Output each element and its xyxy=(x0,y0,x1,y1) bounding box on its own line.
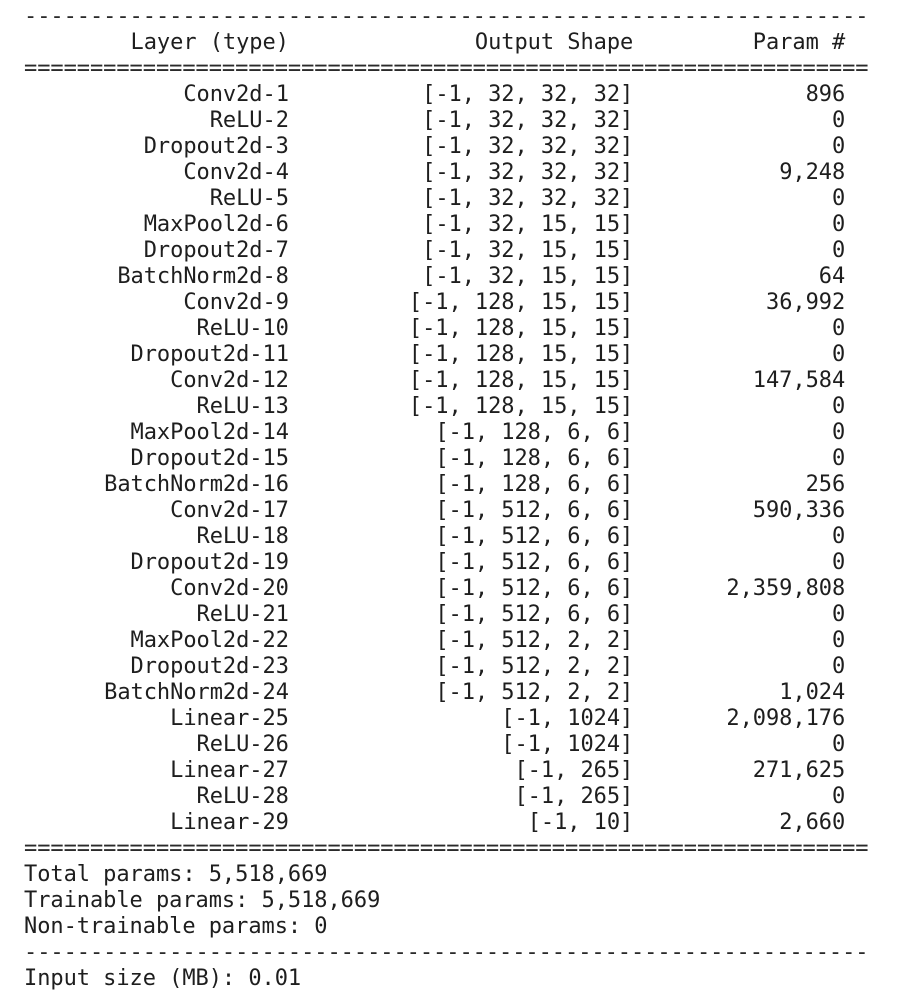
layer-name: Dropout2d-19 xyxy=(130,550,289,575)
param-count: 0 xyxy=(831,342,846,367)
table-row xyxy=(24,472,869,498)
table-row xyxy=(24,680,869,706)
param-count: 0 xyxy=(831,394,846,419)
output-shape: [-1, 512, 6, 6] xyxy=(435,550,634,575)
layer-name: ReLU-26 xyxy=(196,732,289,757)
header-param-count: Param # xyxy=(752,30,846,55)
equals-separator: ================================================================ xyxy=(24,836,869,861)
param-count: 0 xyxy=(831,654,846,679)
table-row xyxy=(24,524,869,550)
output-shape: [-1, 265] xyxy=(514,784,634,809)
model-summary xyxy=(24,4,869,992)
param-count: 896 xyxy=(805,82,846,107)
layer-name: Dropout2d-23 xyxy=(130,654,289,679)
param-count: 36,992 xyxy=(766,290,846,315)
layer-name: Conv2d-1 xyxy=(183,82,289,107)
total-params: Total params: 5,518,669 xyxy=(24,862,328,887)
output-shape: [-1, 10] xyxy=(527,810,634,835)
table-row xyxy=(24,654,869,680)
layer-name: MaxPool2d-14 xyxy=(130,420,289,445)
param-count: 0 xyxy=(831,550,846,575)
header-layer-type: Layer (type) xyxy=(130,30,289,55)
output-shape: [-1, 512, 2, 2] xyxy=(435,654,634,679)
param-count: 590,336 xyxy=(752,498,846,523)
table-row xyxy=(24,264,869,290)
layer-name: Dropout2d-3 xyxy=(143,134,289,159)
output-shape: [-1, 32, 32, 32] xyxy=(422,134,634,159)
layer-name: ReLU-28 xyxy=(196,784,289,809)
table-row xyxy=(24,602,869,628)
output-shape: [-1, 128, 6, 6] xyxy=(435,472,634,497)
param-count: 9,248 xyxy=(779,160,846,185)
param-count: 0 xyxy=(831,316,846,341)
output-shape: [-1, 512, 6, 6] xyxy=(435,602,634,627)
output-shape: [-1, 128, 15, 15] xyxy=(408,342,634,367)
layer-name: Dropout2d-11 xyxy=(130,342,289,367)
output-shape: [-1, 512, 6, 6] xyxy=(435,576,634,601)
trainable-params: Trainable params: 5,518,669 xyxy=(24,888,381,913)
param-count: 64 xyxy=(818,264,846,289)
layer-name: Linear-29 xyxy=(170,810,289,835)
param-count: 256 xyxy=(805,472,846,497)
layer-name: Linear-25 xyxy=(170,706,289,731)
table-row xyxy=(24,784,869,810)
output-shape: [-1, 1024] xyxy=(501,732,634,757)
param-count: 271,625 xyxy=(752,758,846,783)
table-row xyxy=(24,368,869,394)
param-count: 0 xyxy=(831,108,846,133)
output-shape: [-1, 1024] xyxy=(501,706,634,731)
table-header xyxy=(24,30,869,56)
non-trainable-params: Non-trainable params: 0 xyxy=(24,914,328,939)
table-row xyxy=(24,290,869,316)
table-row xyxy=(24,82,869,108)
output-shape: [-1, 32, 15, 15] xyxy=(422,238,634,263)
table-row xyxy=(24,810,869,836)
output-shape: [-1, 512, 2, 2] xyxy=(435,628,634,653)
param-count: 0 xyxy=(831,238,846,263)
layer-name: Conv2d-4 xyxy=(183,160,289,185)
param-count: 0 xyxy=(831,134,846,159)
param-count: 2,359,808 xyxy=(726,576,846,601)
layer-name: Conv2d-9 xyxy=(183,290,289,315)
table-row xyxy=(24,446,869,472)
table-row xyxy=(24,498,869,524)
param-count: 1,024 xyxy=(779,680,846,705)
equals-separator: ================================================================ xyxy=(24,56,869,81)
param-count: 2,660 xyxy=(779,810,846,835)
table-row xyxy=(24,758,869,784)
output-shape: [-1, 32, 32, 32] xyxy=(422,108,634,133)
output-shape: [-1, 128, 15, 15] xyxy=(408,316,634,341)
param-count: 0 xyxy=(831,628,846,653)
dash-separator: ---------------------------------------------------------------- xyxy=(24,4,869,29)
table-row xyxy=(24,420,869,446)
output-shape: [-1, 128, 15, 15] xyxy=(408,290,634,315)
param-count: 0 xyxy=(831,446,846,471)
output-shape: [-1, 128, 6, 6] xyxy=(435,420,634,445)
layer-name: Conv2d-20 xyxy=(170,576,289,601)
table-row xyxy=(24,212,869,238)
layer-name: BatchNorm2d-24 xyxy=(104,680,289,705)
table-row xyxy=(24,316,869,342)
table-row xyxy=(24,394,869,420)
layer-name: ReLU-10 xyxy=(196,316,289,341)
layer-name: Dropout2d-15 xyxy=(130,446,289,471)
param-count: 2,098,176 xyxy=(726,706,846,731)
param-count: 0 xyxy=(831,524,846,549)
input-size: Input size (MB): 0.01 xyxy=(24,966,302,991)
output-shape: [-1, 512, 6, 6] xyxy=(435,524,634,549)
param-count: 0 xyxy=(831,602,846,627)
table-row xyxy=(24,238,869,264)
table-row xyxy=(24,732,869,758)
dash-separator: ---------------------------------------------------------------- xyxy=(24,940,869,965)
output-shape: [-1, 128, 15, 15] xyxy=(408,368,634,393)
table-row xyxy=(24,576,869,602)
table-row xyxy=(24,342,869,368)
layer-name: ReLU-5 xyxy=(209,186,289,211)
param-count: 0 xyxy=(831,212,846,237)
param-count: 0 xyxy=(831,732,846,757)
output-shape: [-1, 265] xyxy=(514,758,634,783)
layer-name: BatchNorm2d-16 xyxy=(104,472,289,497)
param-count: 0 xyxy=(831,186,846,211)
layer-name: Conv2d-17 xyxy=(170,498,289,523)
layer-name: MaxPool2d-22 xyxy=(130,628,289,653)
layer-name: Conv2d-12 xyxy=(170,368,289,393)
table-row xyxy=(24,706,869,732)
param-count: 147,584 xyxy=(752,368,846,393)
output-shape: [-1, 512, 2, 2] xyxy=(435,680,634,705)
layer-rows xyxy=(24,82,869,836)
output-shape: [-1, 32, 32, 32] xyxy=(422,82,634,107)
layer-name: ReLU-2 xyxy=(209,108,289,133)
layer-name: MaxPool2d-6 xyxy=(143,212,289,237)
layer-name: ReLU-18 xyxy=(196,524,289,549)
layer-name: BatchNorm2d-8 xyxy=(117,264,289,289)
table-row xyxy=(24,108,869,134)
layer-name: Linear-27 xyxy=(170,758,289,783)
output-shape: [-1, 32, 32, 32] xyxy=(422,186,634,211)
output-shape: [-1, 128, 6, 6] xyxy=(435,446,634,471)
output-shape: [-1, 32, 32, 32] xyxy=(422,160,634,185)
output-shape: [-1, 32, 15, 15] xyxy=(422,264,634,289)
table-row xyxy=(24,134,869,160)
output-shape: [-1, 128, 15, 15] xyxy=(408,394,634,419)
table-row xyxy=(24,160,869,186)
layer-name: ReLU-13 xyxy=(196,394,289,419)
param-count: 0 xyxy=(831,420,846,445)
table-row xyxy=(24,186,869,212)
header-output-shape: Output Shape xyxy=(474,30,634,55)
output-shape: [-1, 512, 6, 6] xyxy=(435,498,634,523)
table-row xyxy=(24,628,869,654)
param-count: 0 xyxy=(831,784,846,809)
output-shape: [-1, 32, 15, 15] xyxy=(422,212,634,237)
layer-name: ReLU-21 xyxy=(196,602,289,627)
table-row xyxy=(24,550,869,576)
layer-name: Dropout2d-7 xyxy=(143,238,289,263)
